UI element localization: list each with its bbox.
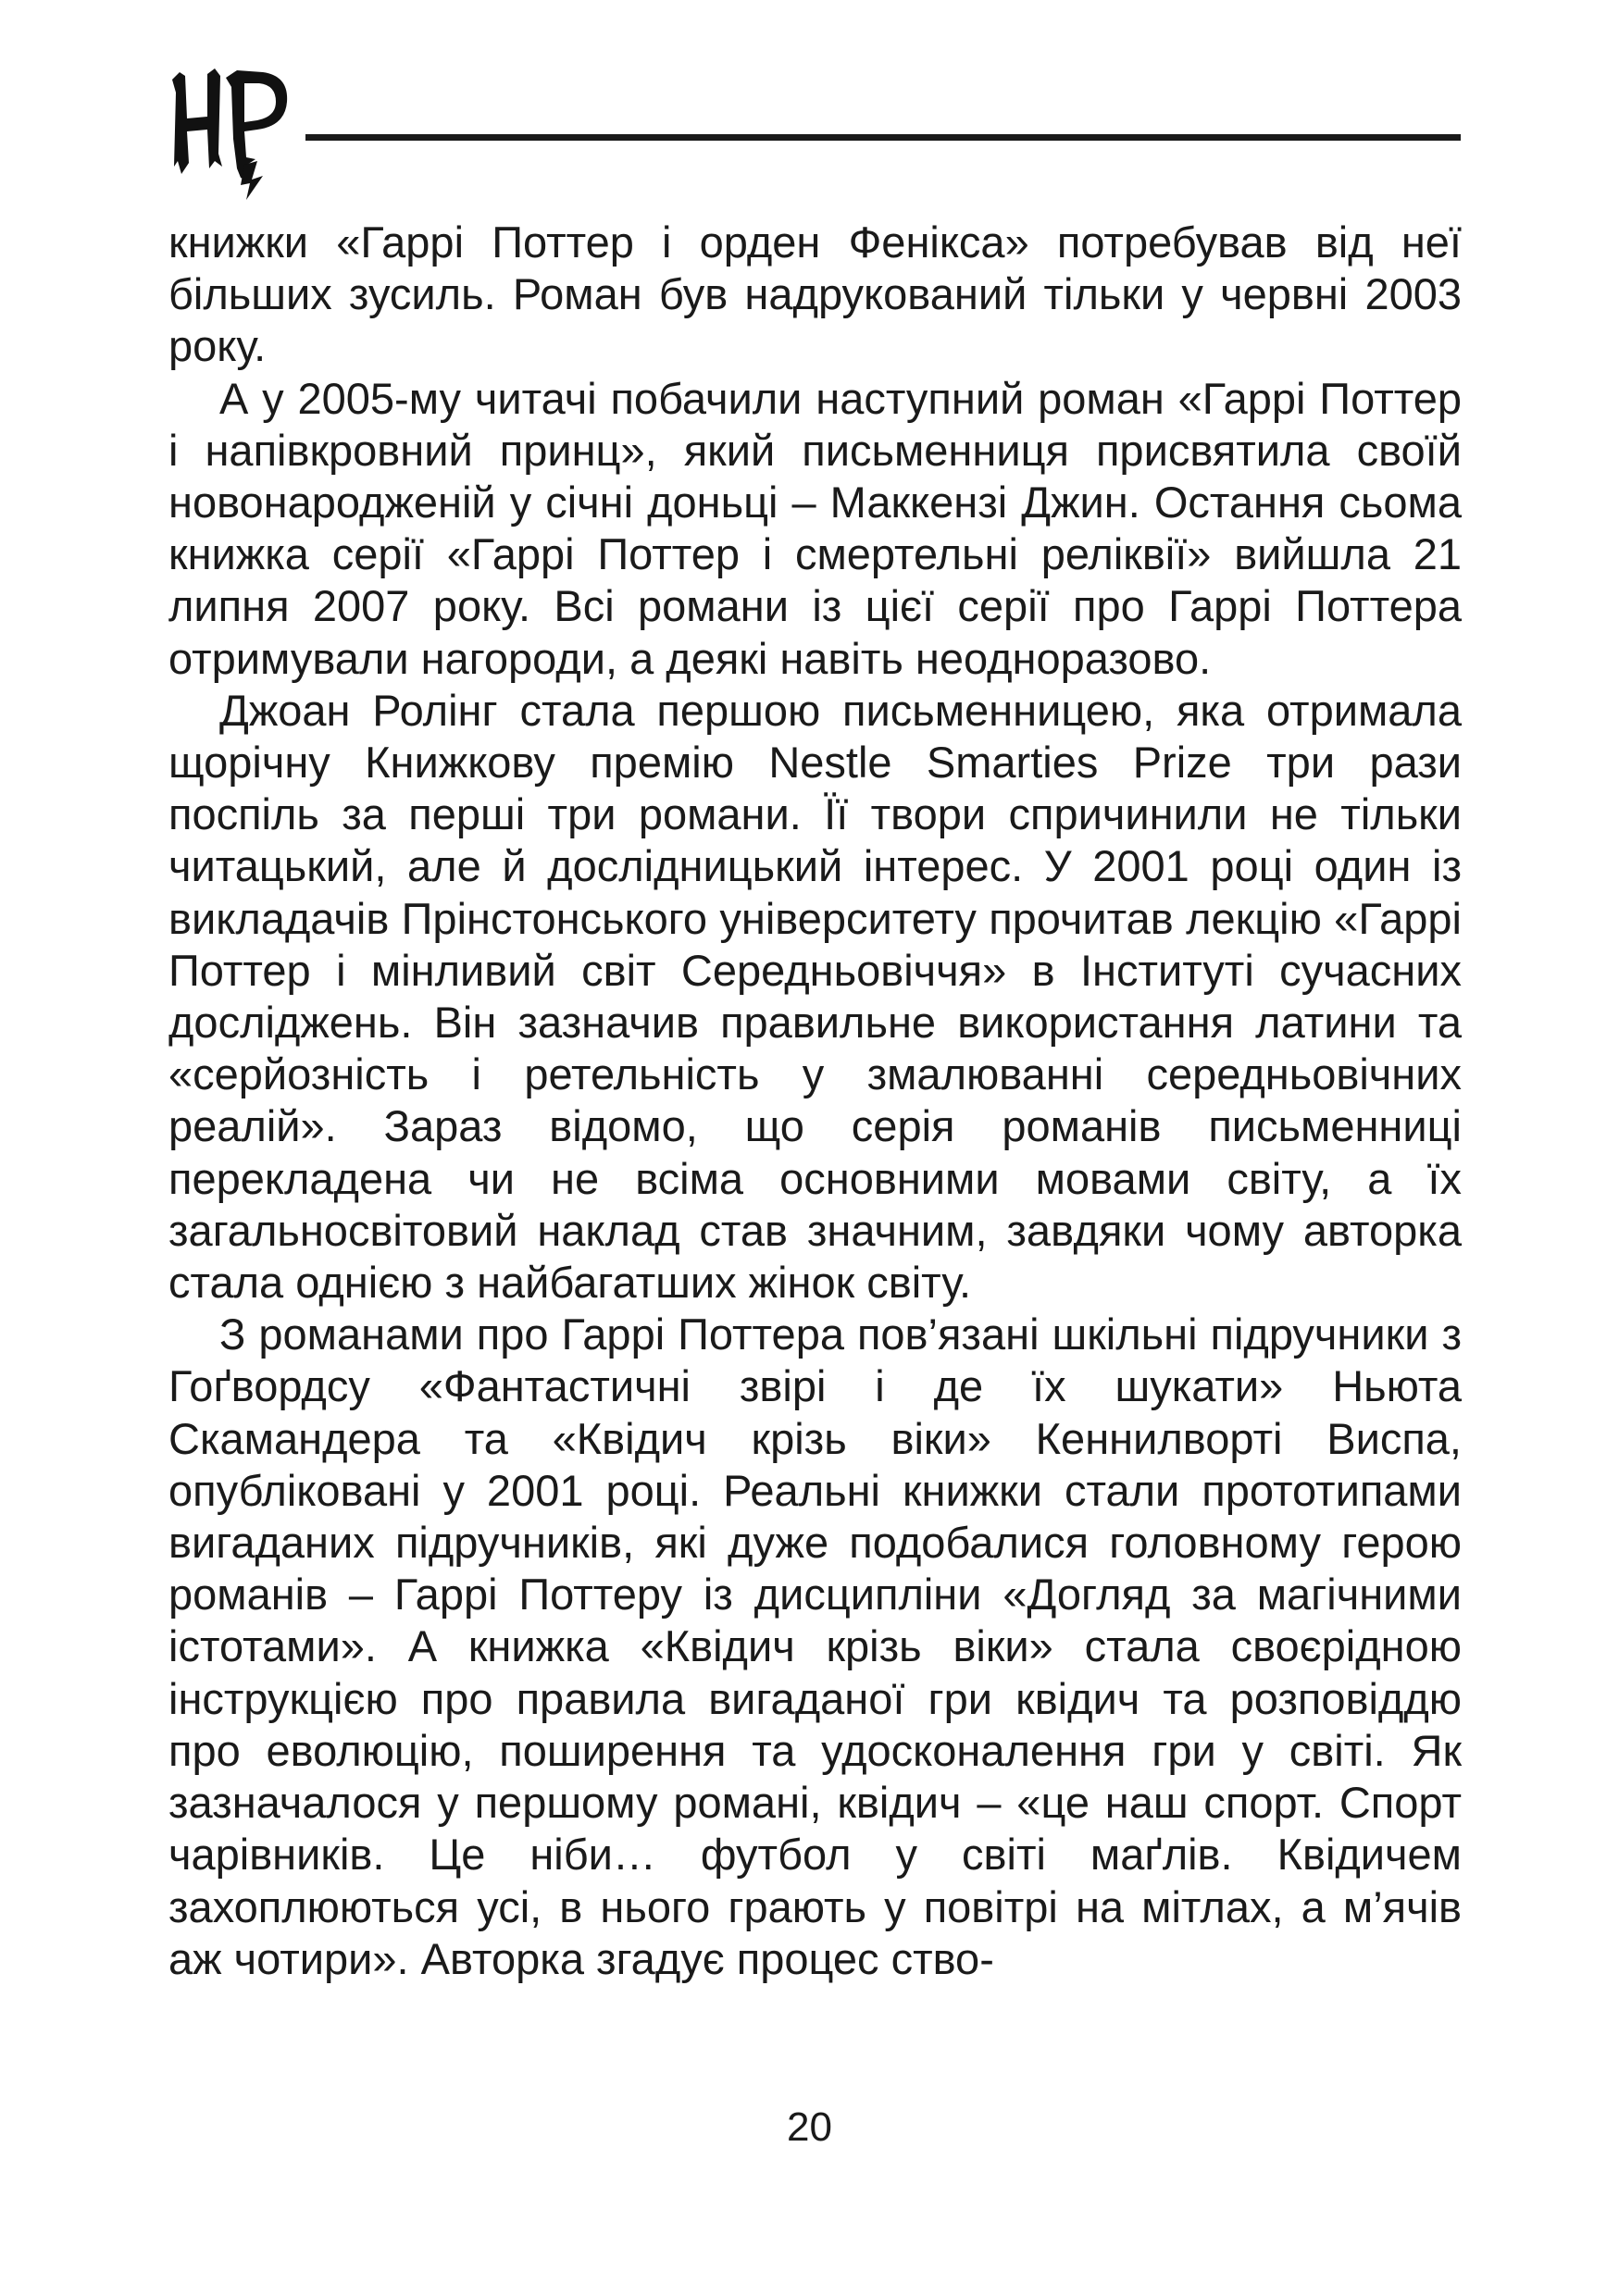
page-number: 20 <box>787 2104 832 2150</box>
body-text <box>168 217 1462 1985</box>
header-rule <box>305 134 1461 141</box>
paragraph-1: книжки «Гаррі Поттер і орден Фенікса» потребував від неї більших зусиль. Роман був надрукований тільки у червні 2003 року. <box>168 217 1462 371</box>
paragraph-2: А у 2005-му читачі побачили наступний роман «Гаррі Поттер і напівкровний принц», який письменниця присвятила своїй новонародженій у січні доньці – Маккензі Джин. Остання сьома книжка серії «Гаррі Поттер і смертельні реліквії» вийшла 21 липня 2007 року. Всі романи із цієї серії про Гаррі Поттера отримували нагороди, а деякі навіть неодноразово. <box>168 373 1462 683</box>
page-header <box>167 65 1463 204</box>
hp-monogram-icon <box>167 65 296 204</box>
paragraph-3: Джоан Ролінг стала першою письменницею, яка отримала щорічну Книжкову премію Nestle Smarties Prize три рази поспіль за перші три романи. Її твори спричинили не тільки читацький, але й дослідницький інтерес. У 2001 році один із викладачів Прінстонського університету прочитав лекцію «Гаррі Поттер і мінливий світ Середньовіччя» в Інституті сучасних досліджень. Він зазначив правильне використання латини та «серйозність і ретельність у змалюванні середньовічних реалій». Зараз відомо, що серія романів письменниці перекладена чи не всіма основними мовами світу, а їх загальносвітовий наклад став значним, завдяки чому авторка стала однією з найбагатших жінок світу. <box>168 685 1462 1308</box>
paragraph-4: З романами про Гаррі Поттера пов’язані шкільні підручники з Гоґвордсу «Фантастичні звірі і де їх шукати» Ньюта Скамандера та «Квідич крізь віки» Кеннилворті Виспа, опубліковані у 2001 році. Реальні книжки стали прототипами вигаданих підручників, які дуже подобалися головному герою романів – Гаррі Поттеру із дисципліни «Догляд за магічними істотами». А книжка «Квідич крізь віки» стала своєрідною інструкцією про правила вигаданої гри квідич та розповіддю про еволюцію, поширення та удосконалення гри у світі. Як зазначалося у першому романі, квідич – «це наш спорт. Спорт чарівників. Це ніби… футбол у світі маґлів. Квідичем захоплюються усі, в нього грають у повітрі на мітлах, а м’ячів аж чотири». Авторка згадує процес ство- <box>168 1309 1462 1983</box>
